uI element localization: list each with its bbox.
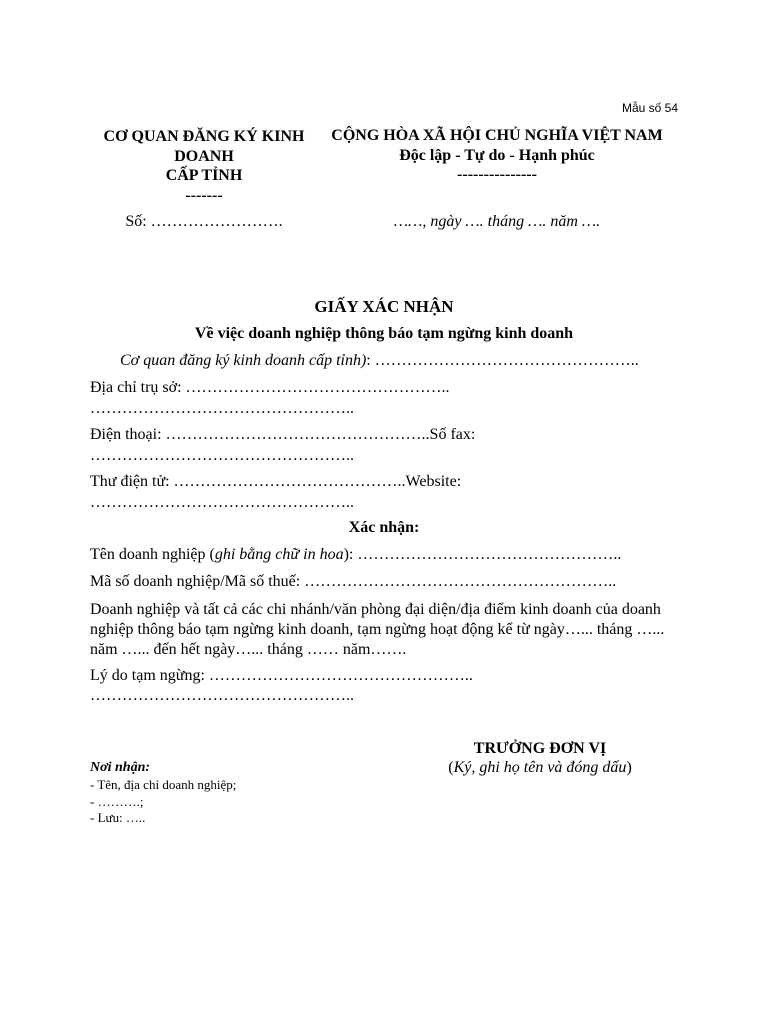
form-number: Mẫu số 54: [621, 101, 678, 115]
reason-line-2: …………………………………………..: [90, 687, 354, 704]
nation-name: CỘNG HÒA XÃ HỘI CHỦ NGHĨA VIỆT NAM: [331, 127, 663, 144]
agency-name: CƠ QUAN ĐĂNG KÝ KINH DOANH: [103, 128, 305, 165]
recipient-item: - Lưu: …..: [90, 810, 146, 825]
email-website-line-2: …………………………………………..: [90, 494, 354, 511]
agency-header: [90, 127, 318, 205]
signature-block: [390, 740, 690, 777]
recipients-heading: Nơi nhận:: [90, 760, 151, 775]
phone-fax-line-2: …………………………………………..: [90, 447, 354, 464]
agency-field: [120, 352, 639, 370]
company-name-suffix: ): …………………………………………..: [343, 546, 622, 563]
agency-field-label: Cơ quan đăng ký kinh doanh cấp tỉnh): [120, 352, 367, 369]
nation-motto: Độc lập - Tự do - Hạnh phúc: [399, 146, 595, 164]
agency-level: CẤP TỈNH: [165, 167, 243, 184]
signature-note: (Ký, ghi họ tên và đóng dấu): [448, 759, 632, 776]
address-line: Địa chỉ trụ sở: …………………………………………..: [90, 379, 450, 396]
tax-code-line: Mã số doanh nghiệp/Mã số thuế: …………………………………………………..: [90, 573, 617, 590]
document-subtitle: Về việc doanh nghiệp thông báo tạm ngừng kinh doanh: [194, 325, 574, 342]
company-name-line: [90, 546, 621, 564]
reason-line: Lý do tạm ngừng: …………………………………………..: [90, 667, 473, 684]
agency-divider: -------: [185, 186, 223, 204]
date-line: ……, ngày …. tháng …. năm ….: [393, 213, 601, 230]
signature-title: TRƯỞNG ĐƠN VỊ: [473, 740, 607, 757]
document-title: GIẤY XÁC NHẬN: [314, 297, 454, 316]
confirm-heading: Xác nhận:: [348, 519, 420, 536]
nation-divider: ---------------: [457, 166, 537, 183]
company-name-note: ghi bằng chữ in hoa: [214, 546, 344, 563]
email-website-line: Thư điện tử: ……………………………………..Website:: [90, 473, 462, 490]
agency-field-dots: : …………………………………………..: [366, 352, 639, 369]
address-line-2: …………………………………………..: [90, 400, 354, 417]
document-number: Số: …………………….: [125, 213, 283, 230]
recipient-item: - Tên, địa chỉ doanh nghiệp;: [90, 777, 237, 792]
statement-paragraph: Doanh nghiệp và tất cả các chi nhánh/văn phòng đại diện/địa điểm kinh doanh của doanh nghiệp thông báo tạm ngừng kinh doanh, tạm ngừng hoạt động kể từ ngày…... tháng …... năm …... đến hết ngày…... tháng …… năm…….: [90, 601, 665, 658]
phone-fax-line: Điện thoại: …………………………………………..Số fax:: [90, 426, 476, 443]
recipient-item: - ……….;: [90, 794, 144, 809]
nation-header: [330, 126, 664, 185]
company-name-prefix: Tên doanh nghiệp (: [90, 546, 215, 563]
